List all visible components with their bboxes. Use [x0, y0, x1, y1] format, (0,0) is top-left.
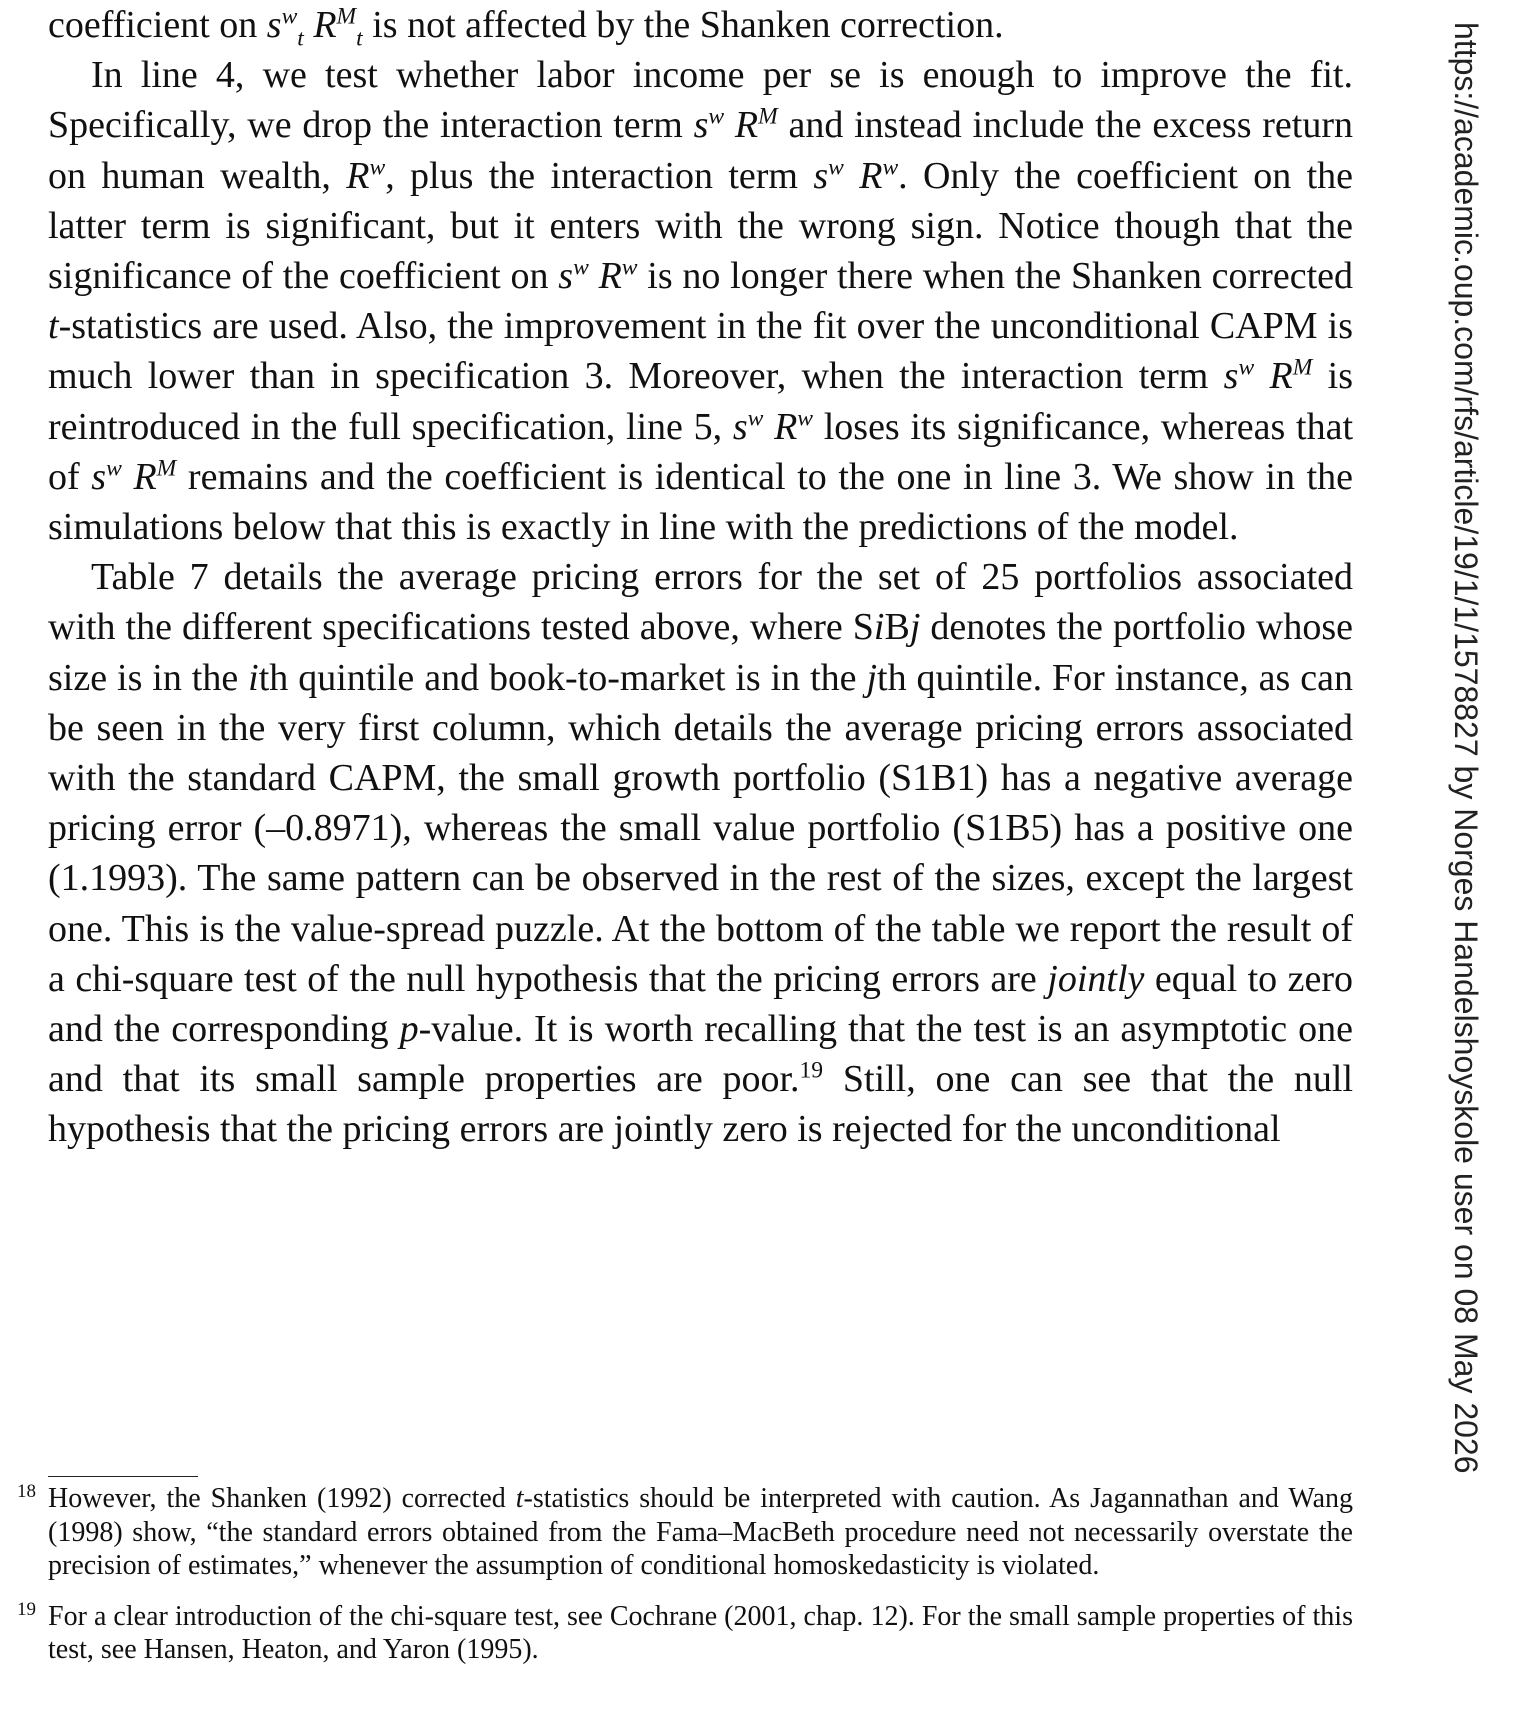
math-script-mt: $^M_t$ [336, 3, 363, 52]
math-p: p [399, 1008, 419, 1051]
footnote-divider [48, 1476, 198, 1477]
math-i: i [873, 606, 885, 649]
math-s: $s^w$ $R^M$ [693, 103, 778, 147]
math-j: j [866, 656, 878, 699]
math-swrm: $s^w$ $R^M$ [91, 455, 177, 498]
math-r: R [313, 4, 337, 46]
math-swrw: $s^w$ $R^w$ [732, 404, 814, 448]
math-i: i [248, 656, 259, 699]
math-rw: $R^w$ [346, 153, 386, 197]
download-watermark: https://academic.oup.com/rfs/article/19/1/1/1578827 by Norges Handelshoyskole user on 08 May 2026 [1448, 22, 1484, 1474]
footnote-19: 19 For a clear introduction of the chi-square test, see Cochrane (2001, chap. 12). For the small sample properties of this test, see Hansen, Heaton, and Yaron (1995). [48, 1600, 1353, 1667]
text-span: is not affected by the Shanken correction. [362, 4, 1004, 46]
footnote-18: 18 However, the Shanken (1992) corrected t-statistics should be interpreted with caution. As Jagannathan and Wang (1998) show, “the standard errors obtained from the Fama–MacBeth procedure need not necessarily overstate the precision of estimates,” whenever the assumption of conditional homoskedasticity is violated. [48, 1482, 1353, 1583]
paragraph-1 [48, 0, 1353, 50]
footnote-mark: 19 [17, 1598, 36, 1620]
footnote-ref-19[interactable]: 19 [799, 1057, 824, 1084]
math-swrw: $s^w$ $R^w$ [558, 254, 638, 298]
math-j: j [909, 606, 921, 649]
math-script-wt: $^w_t$ [281, 3, 304, 52]
paragraph-3: Table 7 details the average pricing errors for the set of 25 portfolios associated with the different specifications tested above, where SiBj denotes the portfolio whose size is in the ith quintile and book-to-market is in the jth quintile. For instance, as can be seen in the very first column, which details the average pricing errors associated with the standard CAPM, the small growth portfolio (S1B1) has a negative average pricing error (–0.8971), whereas the small value portfolio (S1B5) has a positive one (1.1993). The same pattern can be observed in the rest of the sizes, except the largest one. This is the value-spread puzzle. At the bottom of the table we report the result of a chi-square test of the null hypothesis that the pricing errors are jointly equal to zero and the corresponding p-value. It is worth recalling that the test is an asymptotic one and that its small sample properties are poor.$^{19}$ Still, one can see that the null hypothesis that the pricing errors are jointly zero is rejected for the unconditional [48, 556, 1354, 1151]
math-t: t [48, 305, 59, 348]
paragraph-2: In line 4, we test whether labor income per se is enough to improve the fit. Specifically, we drop the interaction term $s^w$ $R^M$ and instead include the excess return on human wealth, $R^w$, plus the interaction term $s^w$ $R^w$. Only the coefficient on the latter term is significant, but it enters with the wrong sign. Notice though that the significance of the coefficient on $s^w$ $R^w$ is no longer there when the Shanken corrected t-statistics are used. Also, the improvement in the fit over the unconditional CAPM is much lower than in specification 3. Moreover, when the interaction term $s^w$ $R^M$ is reintroduced in the full specification, line 5, $s^w$ $R^w$ loses its significance, whereas that of $s^w$ $R^M$ remains and the coefficient is identical to the one in line 3. We show in the simulations below that this is exactly in line with the predictions of the model. [48, 54, 1354, 549]
footnotes [17, 1481, 1354, 1667]
footnote-mark: 18 [17, 1481, 36, 1502]
text-span: coefficient on [48, 4, 267, 46]
page-body [48, 0, 1353, 1155]
emphasis-jointly: jointly [1047, 957, 1145, 1000]
math-s: s [266, 4, 282, 46]
body-text [48, 0, 1353, 1155]
math-swrw: $s^w$ $R^w$ [813, 153, 899, 197]
math-swrm: $s^w$ $R^M$ [1223, 354, 1313, 398]
